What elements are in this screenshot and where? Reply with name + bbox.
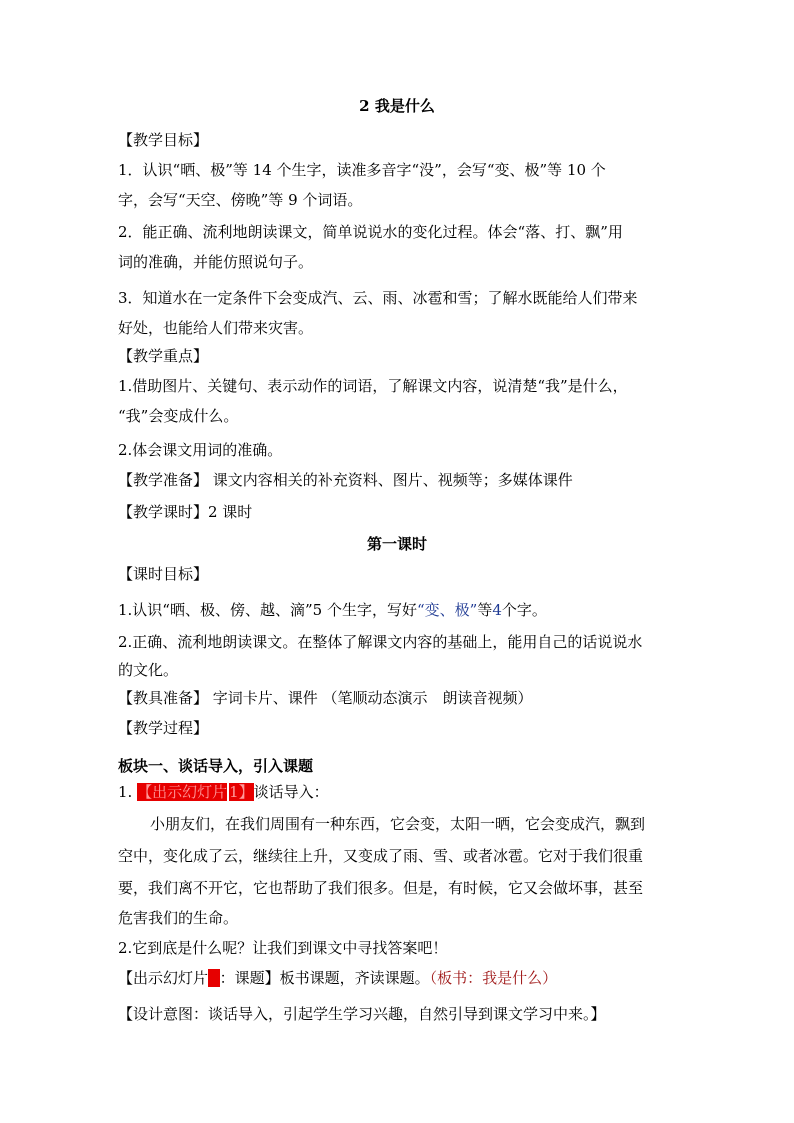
goal-3-line-1: 3．知道水在一定条件下会变成汽、云、雨、冰雹和雪；了解水既能给人们带来: [118, 289, 638, 307]
teaching-preparation: 【教学准备】 课文内容相关的补充资料、图片、视频等；多媒体课件: [118, 471, 573, 489]
step-1: [118, 782, 678, 802]
lesson-goal-1-count: 4: [492, 601, 502, 619]
key-point-2: 2.体会课文用词的准确。: [118, 441, 283, 459]
lesson-goal-2-line-2: 的文化。: [118, 661, 179, 679]
design-intent: 【设计意图：谈话导入，引起学生学习兴趣，自然引导到课文学习中来。】: [118, 1005, 606, 1023]
goal-1-line-1: 1．认识“晒、极”等 14 个生字，读准多音字“没”，会写“变、极”等 10 个: [118, 161, 606, 179]
step-1-number: 1.: [118, 783, 133, 801]
slide-2-label: 【出示幻灯片: [118, 969, 209, 987]
goals-heading: 【教学目标】: [118, 131, 209, 149]
step-1-text: 谈话导入：: [253, 783, 329, 801]
key-point-1-line-1: 1.借助图片、关键句、表示动作的词语，了解课文内容，说清楚“我”是什么，: [118, 377, 628, 395]
key-point-1-line-2: “我”会变成什么。: [118, 407, 239, 425]
slide-1-number: 1: [229, 783, 239, 801]
intro-para-line-4: 危害我们的生命。: [118, 909, 239, 927]
slide-2-line: [118, 968, 678, 988]
teaching-hours: 【教学课时】2 课时: [118, 503, 253, 521]
lesson-goal-1: [118, 600, 678, 620]
goal-3-line-2: 好处，也能给人们带来灾害。: [118, 319, 314, 337]
intro-para-line-3: 要，我们离不开它，它也帮助了我们很多。但是，有时候，它又会做坏事，甚至: [118, 879, 644, 897]
lesson-goal-1-text: 1.认识“晒、极、傍、越、滴”5 个生字，写好: [118, 601, 417, 619]
slide-1-bracket: 】: [238, 783, 254, 801]
lesson-title: 2 我是什么: [359, 97, 435, 115]
goal-2-line-1: 2．能正确、流利地朗读课文，简单说说水的变化过程。体会“落、打、飘”用: [118, 223, 623, 241]
teaching-tools: 【教具准备】 字词卡片、课件 （笔顺动态演示 朗读音视频）: [118, 689, 533, 707]
lesson-goal-1-deng: 等: [477, 601, 493, 619]
key-points-heading: 【教学重点】: [118, 347, 209, 365]
lesson-goal-1-chars: “变、极”: [416, 601, 478, 619]
process-heading: 【教学过程】: [118, 719, 209, 737]
board-writing-note: （板书：我是什么）: [429, 969, 558, 987]
goal-1-line-2: 字，会写“天空、傍晚”等 9 个词语。: [118, 191, 363, 209]
intro-para-line-2: 空中，变化成了云，继续往上升，又变成了雨、雪、或者冰雹。它对于我们很重: [118, 847, 644, 865]
first-lesson-title: 第一课时: [366, 535, 427, 553]
slide-1-marker: 【出示幻灯片: [137, 783, 228, 801]
lesson-goal-1-end: 个字。: [501, 601, 547, 619]
lesson-goals-heading: 【课时目标】: [118, 565, 209, 583]
slide-2-text: ：课题】板书课题，齐读课题。: [219, 969, 430, 987]
step-2: 2.它到底是什么呢？让我们到课文中寻找答案吧！: [118, 939, 448, 957]
slide-2-number: 2: [209, 969, 219, 987]
lesson-goal-2-line-1: 2.正确、流利地朗读课文。在整体了解课文内容的基础上，能用自己的话说说水: [118, 633, 643, 651]
block-1-heading: 板块一、谈话导入，引入课题: [118, 757, 314, 775]
goal-2-line-2: 词的准确，并能仿照说句子。: [118, 253, 314, 271]
intro-para-line-1: 小朋友们，在我们周围有一种东西，它会变，太阳一晒，它会变成汽，飘到: [150, 815, 646, 833]
